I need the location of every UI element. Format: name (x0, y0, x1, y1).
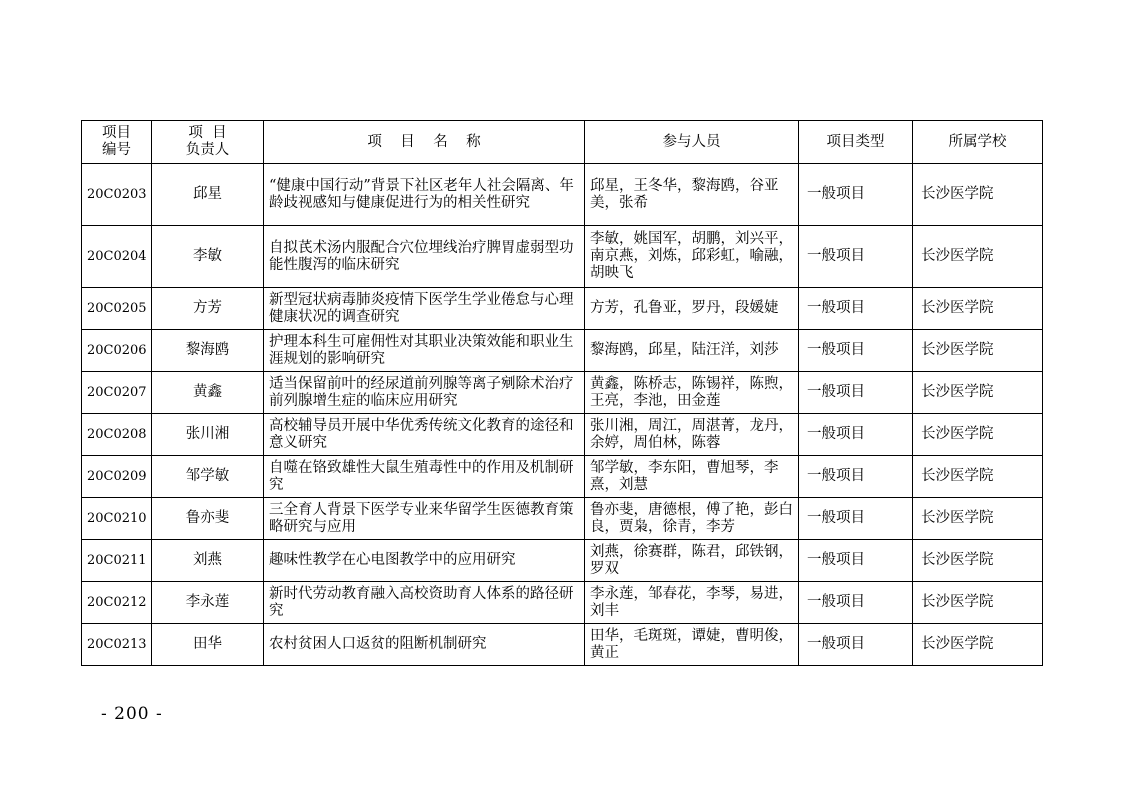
table-row (82, 330, 1043, 372)
header-school: 所属学校 (913, 121, 1043, 164)
cell-school: 长沙医学院 (913, 540, 1043, 582)
cell-name: 适当保留前叶的经尿道前列腺等离子剜除术治疗前列腺增生症的临床应用研究 (264, 372, 585, 414)
cell-type: 一般项目 (799, 456, 913, 498)
cell-members: 邱星，王冬华，黎海鸥，谷亚美，张希 (585, 164, 799, 226)
cell-type: 一般项目 (799, 330, 913, 372)
cell-leader: 李永莲 (152, 582, 264, 624)
cell-code: 20C0203 (82, 164, 152, 226)
cell-leader: 田华 (152, 624, 264, 666)
cell-type: 一般项目 (799, 582, 913, 624)
header-name: 项 目 名 称 (264, 121, 585, 164)
cell-leader: 黄鑫 (152, 372, 264, 414)
cell-members: 方芳，孔鲁亚，罗丹，段媛婕 (585, 288, 799, 330)
cell-code: 20C0208 (82, 414, 152, 456)
cell-school: 长沙医学院 (913, 226, 1043, 288)
cell-name: 三全育人背景下医学专业来华留学生医德教育策略研究与应用 (264, 498, 585, 540)
cell-school: 长沙医学院 (913, 624, 1043, 666)
cell-leader: 张川湘 (152, 414, 264, 456)
cell-code: 20C0213 (82, 624, 152, 666)
cell-name: 自噬在铬致雄性大鼠生殖毒性中的作用及机制研究 (264, 456, 585, 498)
cell-type: 一般项目 (799, 372, 913, 414)
cell-school: 长沙医学院 (913, 498, 1043, 540)
cell-school: 长沙医学院 (913, 330, 1043, 372)
cell-school: 长沙医学院 (913, 414, 1043, 456)
cell-leader: 李敏 (152, 226, 264, 288)
cell-members: 李敏，姚国军，胡鹏，刘兴平，南京燕，刘炼，邱彩虹，喻融，胡映飞 (585, 226, 799, 288)
cell-members: 鲁亦斐，唐德根，傅了艳，彭白良，贾枭，徐青，李芳 (585, 498, 799, 540)
table-row (82, 540, 1043, 582)
cell-leader: 邹学敏 (152, 456, 264, 498)
cell-name: 护理本科生可雇佣性对其职业决策效能和职业生涯规划的影响研究 (264, 330, 585, 372)
table-row (82, 414, 1043, 456)
cell-name: 高校辅导员开展中华优秀传统文化教育的途径和意义研究 (264, 414, 585, 456)
cell-name: 自拟芪术汤内服配合穴位埋线治疗脾胃虚弱型功能性腹泻的临床研究 (264, 226, 585, 288)
cell-type: 一般项目 (799, 498, 913, 540)
cell-leader: 鲁亦斐 (152, 498, 264, 540)
table-body (82, 164, 1043, 666)
cell-code: 20C0204 (82, 226, 152, 288)
cell-code: 20C0205 (82, 288, 152, 330)
cell-school: 长沙医学院 (913, 372, 1043, 414)
cell-members: 黎海鸥，邱星，陆汪洋，刘莎 (585, 330, 799, 372)
cell-type: 一般项目 (799, 164, 913, 226)
cell-school: 长沙医学院 (913, 582, 1043, 624)
header-code: 项目 编号 (82, 121, 152, 164)
header-leader: 项 目 负责人 (152, 121, 264, 164)
header-type: 项目类型 (799, 121, 913, 164)
cell-name: “健康中国行动”背景下社区老年人社会隔离、年龄歧视感知与健康促进行为的相关性研究 (264, 164, 585, 226)
table-row (82, 456, 1043, 498)
cell-leader: 刘燕 (152, 540, 264, 582)
cell-type: 一般项目 (799, 288, 913, 330)
table-row (82, 226, 1043, 288)
cell-members: 刘燕，徐赛群，陈君，邱铁钢，罗双 (585, 540, 799, 582)
cell-type: 一般项目 (799, 226, 913, 288)
project-table (81, 120, 1043, 666)
page-number: - 200 - (101, 704, 163, 724)
cell-school: 长沙医学院 (913, 456, 1043, 498)
cell-name: 新时代劳动教育融入高校资助育人体系的路径研究 (264, 582, 585, 624)
cell-leader: 黎海鸥 (152, 330, 264, 372)
cell-members: 李永莲，邹春花，李琴，易进，刘丰 (585, 582, 799, 624)
cell-code: 20C0211 (82, 540, 152, 582)
cell-leader: 邱星 (152, 164, 264, 226)
cell-code: 20C0209 (82, 456, 152, 498)
cell-type: 一般项目 (799, 414, 913, 456)
cell-members: 黄鑫，陈桥志，陈锡祥，陈煦，王亮，李池，田金莲 (585, 372, 799, 414)
table-row (82, 498, 1043, 540)
cell-name: 新型冠状病毒肺炎疫情下医学生学业倦怠与心理健康状况的调查研究 (264, 288, 585, 330)
table-row (82, 164, 1043, 226)
cell-name: 趣味性教学在心电图教学中的应用研究 (264, 540, 585, 582)
cell-code: 20C0212 (82, 582, 152, 624)
cell-members: 张川湘，周江，周湛菁，龙丹，余婷，周伯林，陈蓉 (585, 414, 799, 456)
cell-name: 农村贫困人口返贫的阻断机制研究 (264, 624, 585, 666)
cell-code: 20C0210 (82, 498, 152, 540)
cell-members: 邹学敏，李东阳，曹旭琴，李熹，刘慧 (585, 456, 799, 498)
cell-code: 20C0207 (82, 372, 152, 414)
header-members: 参与人员 (585, 121, 799, 164)
cell-members: 田华，毛斑斑，谭婕，曹明俊，黄正 (585, 624, 799, 666)
cell-school: 长沙医学院 (913, 164, 1043, 226)
table-row (82, 372, 1043, 414)
table-row (82, 582, 1043, 624)
table-row (82, 288, 1043, 330)
cell-type: 一般项目 (799, 624, 913, 666)
cell-school: 长沙医学院 (913, 288, 1043, 330)
header-row (82, 121, 1043, 164)
cell-leader: 方芳 (152, 288, 264, 330)
cell-type: 一般项目 (799, 540, 913, 582)
cell-code: 20C0206 (82, 330, 152, 372)
table-row (82, 624, 1043, 666)
